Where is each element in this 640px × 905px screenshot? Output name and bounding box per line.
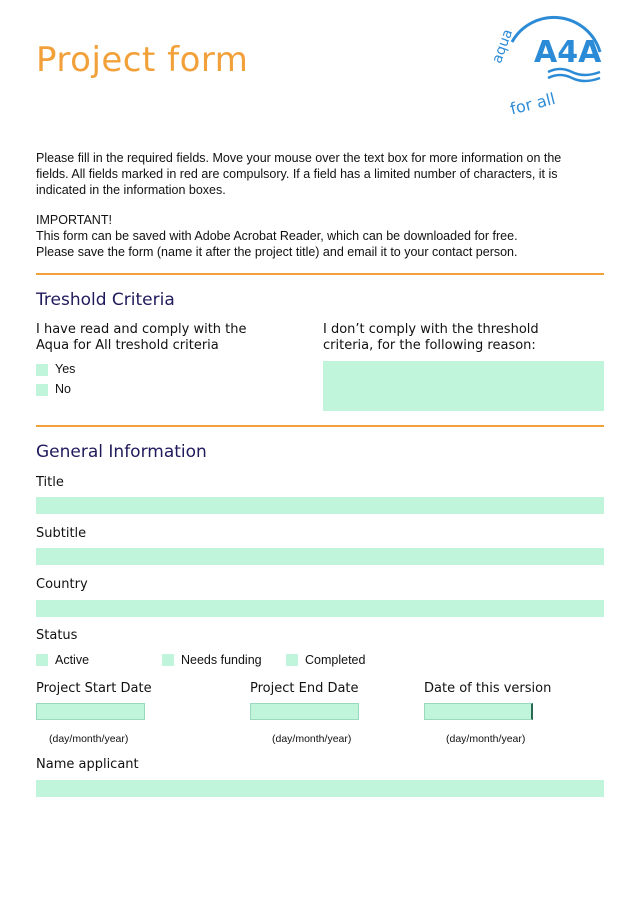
logo-icon: [488, 14, 606, 114]
divider: [36, 273, 604, 275]
option-yes-label: Yes: [55, 362, 76, 376]
status-completed-label: Completed: [305, 653, 366, 667]
important-heading: IMPORTANT!: [36, 213, 112, 227]
svg-text:for all: for all: [508, 89, 558, 114]
checkbox-active[interactable]: [36, 654, 48, 666]
subtitle-label: Subtitle: [36, 526, 87, 541]
country-label: Country: [36, 577, 88, 592]
version-date-label: Date of this version: [424, 681, 552, 696]
start-date-label: Project Start Date: [36, 681, 152, 696]
title-input[interactable]: [36, 497, 604, 514]
status-label: Status: [36, 628, 78, 643]
checkbox-no[interactable]: [36, 384, 48, 396]
end-date-label: Project End Date: [250, 681, 359, 696]
important-line-2: Please save the form (name it after the project title) and email it to your contact person.: [36, 245, 518, 259]
status-funding-label: Needs funding: [181, 653, 262, 667]
version-date-input[interactable]: [424, 703, 533, 720]
applicant-input[interactable]: [36, 780, 604, 797]
svg-text:A4A: A4A: [534, 35, 602, 70]
applicant-label: Name applicant: [36, 757, 139, 772]
important-line-1: This form can be saved with Adobe Acrobat Reader, which can be downloaded for free.: [36, 229, 518, 243]
intro-text: Please fill in the required fields. Move your mouse over the text box for more information on the fields. All fields marked in red are compulsory. If a field has a limited number of characters, it is indicated in the information boxes.: [36, 151, 562, 197]
checkbox-needs-funding[interactable]: [162, 654, 174, 666]
start-date-hint: (day/month/year): [49, 733, 129, 745]
aqua-for-all-logo: [488, 14, 606, 114]
end-date-hint: (day/month/year): [272, 733, 352, 745]
divider: [36, 425, 604, 427]
svg-text:aqua: aqua: [489, 27, 517, 66]
checkbox-yes[interactable]: [36, 364, 48, 376]
option-no-label: No: [55, 382, 71, 396]
country-input[interactable]: [36, 600, 604, 617]
section-heading-threshold: Treshold Criteria: [36, 290, 175, 310]
version-date-hint: (day/month/year): [446, 733, 526, 745]
subtitle-input[interactable]: [36, 548, 604, 565]
end-date-input[interactable]: [250, 703, 359, 720]
important-notice: [36, 212, 596, 260]
not-comply-label: I don’t comply with the threshold criteria, for the following reason:: [323, 322, 539, 353]
reason-textarea[interactable]: [323, 361, 604, 411]
section-heading-general: General Information: [36, 442, 207, 462]
title-label: Title: [36, 475, 64, 490]
comply-label: I have read and comply with the Aqua for All treshold criteria: [36, 322, 247, 353]
status-active-label: Active: [55, 653, 90, 667]
checkbox-completed[interactable]: [286, 654, 298, 666]
page-title: Project form: [36, 40, 249, 80]
start-date-input[interactable]: [36, 703, 145, 720]
